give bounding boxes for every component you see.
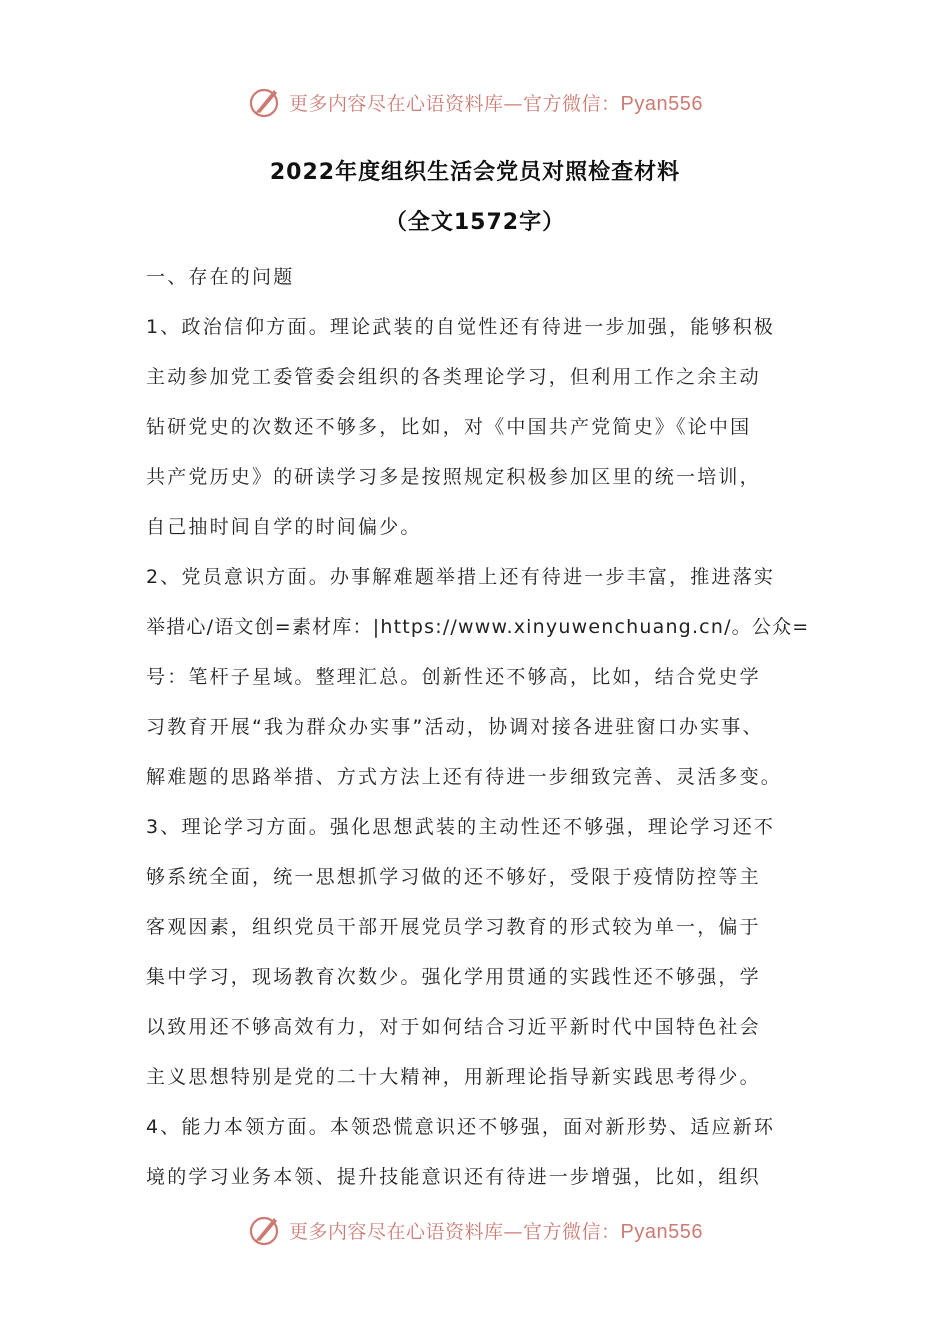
paragraph-line: 习教育开展“我为群众办实事”活动，协调对接各进驻窗口办实事、 (146, 716, 764, 738)
document-title: 2022年度组织生活会党员对照检查材料 (269, 160, 681, 185)
document-subtitle: （全文1572字） (384, 210, 566, 235)
quill-pen-logo-icon (247, 1212, 283, 1248)
paragraph-line: 共产党历史》的研读学习多是按照规定积极参加区里的统一培训， (146, 466, 761, 488)
paragraph-line: 号：笔杆子星域。整理汇总。创新性还不够高，比如，结合党史学 (146, 666, 761, 688)
footer-banner-wechat: Pyan556 (620, 1220, 703, 1243)
paragraph-line: 主义思想特别是党的二十大精神，用新理论指导新实践思考得少。 (146, 1066, 761, 1088)
paragraph-line: 以致用还不够高效有力，对于如何结合习近平新时代中国特色社会 (146, 1016, 761, 1038)
paragraph-line: 解难题的思路举措、方式方法上还有待进一步细致完善、灵活多变。 (146, 766, 783, 788)
paragraph-line: 3、理论学习方面。强化思想武装的主动性还不够强，理论学习还不 (146, 816, 776, 838)
paragraph-line: 境的学习业务本领、提升技能意识还有待进一步增强，比如，组织 (146, 1166, 761, 1188)
paragraph-line: 主动参加党工委管委会组织的各类理论学习，但利用工作之余主动 (146, 366, 761, 388)
footer-banner-text (289, 1217, 703, 1244)
paragraph-line: 够系统全面，统一思想抓学习做的还不够好，受限于疫情防控等主 (146, 866, 761, 888)
footer-banner (0, 1208, 950, 1252)
header-banner-wechat: Pyan556 (620, 92, 703, 115)
paragraph-line: 2、党员意识方面。办事解难题举措上还有待进一步丰富，推进落实 (146, 566, 776, 588)
paragraph-line: 自己抽时间自学的时间偏少。 (146, 516, 422, 538)
document-body (146, 252, 826, 1202)
paragraph-line: 1、政治信仰方面。理论武装的自觉性还有待进一步加强，能够积极 (146, 316, 776, 338)
paragraph-line: 客观因素，组织党员干部开展党员学习教育的形式较为单一，偏于 (146, 916, 761, 938)
header-banner-label: 更多内容尽在心语资料库—官方微信： (289, 92, 621, 115)
header-banner (0, 80, 950, 124)
paragraph-line: 4、能力本领方面。本领恐慌意识还不够强，面对新形势、适应新环 (146, 1116, 776, 1138)
paragraph-line: 钻研党史的次数还不够多，比如，对《中国共产党简史》《论中国 (146, 416, 752, 438)
paragraph-line: 集中学习，现场教育次数少。强化学用贯通的实践性还不够强，学 (146, 966, 761, 988)
footer-banner-label: 更多内容尽在心语资料库—官方微信： (289, 1220, 621, 1243)
header-banner-text (289, 89, 703, 116)
section-heading: 一、存在的问题 (146, 266, 295, 288)
quill-pen-logo-icon (247, 84, 283, 120)
paragraph-line-with-url: 举措心/语文创=素材库：|https://www.xinyuwenchuang.cn/。公众= (146, 616, 810, 638)
